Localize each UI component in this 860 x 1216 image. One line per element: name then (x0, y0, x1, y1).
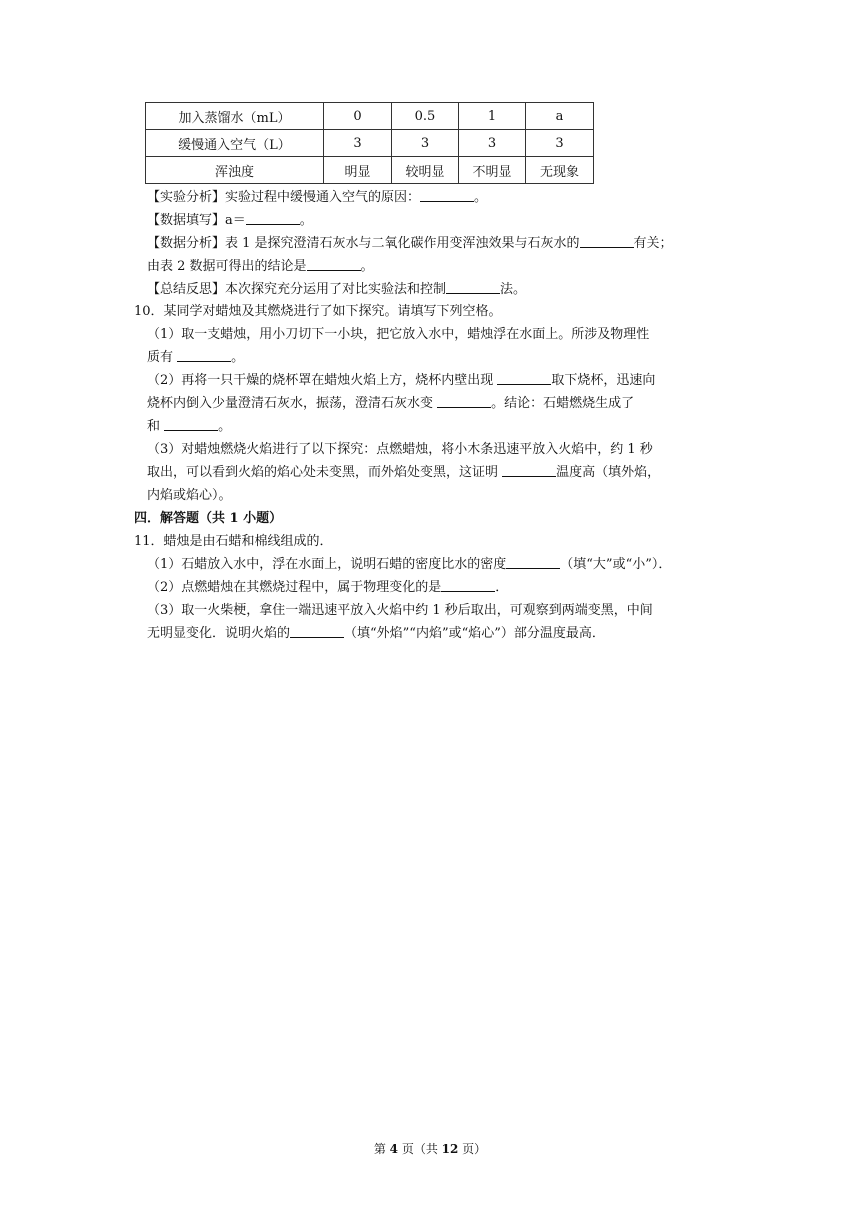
table-cell: 3 (392, 130, 459, 157)
q11-p2: （2）点燃蜡烛在其燃烧过程中，属于物理变化的是 ． (147, 580, 509, 595)
q10-p1-line-2: 质有 。 (147, 350, 245, 365)
section-title: 四．解答题（共 1 小题） (134, 511, 283, 526)
table-cell: 明显 (324, 157, 392, 184)
q10-title: 10．某同学对蜡烛及其燃烧进行了如下探究。请填写下列空格。 (134, 304, 502, 319)
q10-p1-line-1: （1）取一支蜡烛，用小刀切下一小块，把它放入水中，蜡烛浮在水面上。所涉及物理性 (147, 327, 650, 342)
experiment-table (145, 102, 594, 184)
answer-blank (177, 349, 231, 362)
table-cell: 3 (324, 130, 392, 157)
table-cell: 0 (324, 103, 392, 130)
page-footer: 第 4 页（共 12 页） (373, 1142, 487, 1156)
table-cell: 不明显 (459, 157, 526, 184)
total-pages: 12 (441, 1142, 459, 1156)
q11-p3-line-2: 无明显变化．说明火焰的 （填“外焰”“内焰”或“焰心”）部分温度最高． (147, 626, 605, 641)
q10-p2-line-2: 烧杯内倒入少量澄清石灰水，振荡，澄清石灰水变 。结论：石蜡燃烧生成了 (147, 396, 635, 411)
q11-p3-line-1: （3）取一火柴梗，拿住一端迅速平放入火焰中约 1 秒后取出，可观察到两端变黑，中间 (147, 603, 653, 618)
table-cell: 较明显 (392, 157, 459, 184)
table-row (146, 157, 594, 184)
table-cell: 3 (526, 130, 594, 157)
answer-blank (506, 556, 560, 569)
table-row (146, 103, 594, 130)
q10-p2-line-3: 和 。 (147, 419, 232, 434)
answer-blank (420, 189, 474, 202)
q9-data-analysis-line-1: 【数据分析】表 1 是探究澄清石灰水与二氧化碳作用变浑浊效果与石灰水的 有关； (147, 236, 673, 251)
table-cell: 0.5 (392, 103, 459, 130)
answer-blank (246, 212, 300, 225)
q10-p3-line-3: 内焰或焰心）。 (147, 488, 232, 503)
answer-blank (446, 281, 500, 294)
q9-analysis-line: 【实验分析】实验过程中缓慢通入空气的原因： 。 (147, 190, 488, 205)
table-cell: a (526, 103, 594, 130)
table-cell: 浑浊度 (146, 157, 324, 184)
table-cell: 加入蒸馏水（mL） (146, 103, 324, 130)
answer-blank (290, 625, 344, 638)
answer-blank (441, 579, 495, 592)
q10-p3-line-2: 取出，可以看到火焰的焰心处未变黑，而外焰处变黑，这证明 温度高（填外焰， (147, 465, 661, 480)
table-cell: 3 (459, 130, 526, 157)
q9-data-analysis-line-2: 由表 2 数据可得出的结论是 。 (147, 259, 374, 274)
q11-p1: （1）石蜡放入水中，浮在水面上，说明石蜡的密度比水的密度 （填“大”或“小”）． (147, 557, 672, 572)
q9-fill-line: 【数据填写】a＝ 。 (147, 213, 313, 228)
answer-blank (580, 235, 634, 248)
q9-reflection-line: 【总结反思】本次探究充分运用了对比实验法和控制 法。 (147, 282, 527, 297)
q10-p3-line-1: （3）对蜡烛燃烧火焰进行了以下探究：点燃蜡烛，将小木条迅速平放入火焰中，约 1 秒 (147, 442, 653, 457)
q11-title: 11．蜡烛是由石蜡和棉线组成的． (134, 534, 333, 549)
table-cell: 1 (459, 103, 526, 130)
table-cell: 无现象 (526, 157, 594, 184)
q10-p2-line-1: （2）再将一只干燥的烧杯罩在蜡烛火焰上方，烧杯内壁出现 取下烧杯，迅速向 (147, 373, 656, 388)
answer-blank (502, 464, 556, 477)
page-number: 4 (389, 1142, 398, 1156)
answer-blank (307, 258, 361, 271)
answer-blank (437, 395, 491, 408)
table-cell: 缓慢通入空气（L） (146, 130, 324, 157)
answer-blank (497, 372, 551, 385)
table-row (146, 130, 594, 157)
answer-blank (164, 418, 218, 431)
